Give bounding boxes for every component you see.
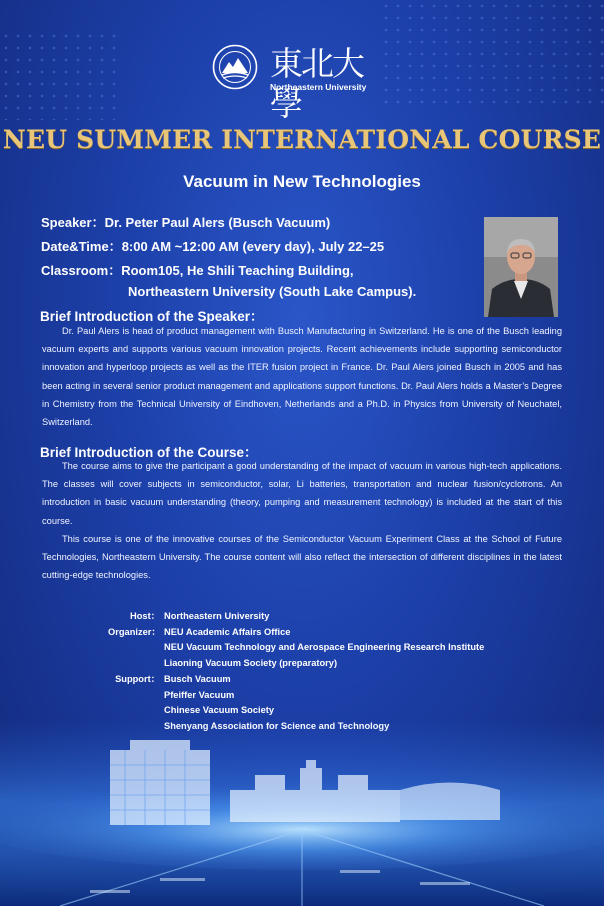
course-intro-text-1: The course aims to give the participant a good understanding of the impact of vacuum in various high-tech applications. The classes will cover subjects in semiconductor, solar, Li batteries, transportation and nuclear fusion/cyclotrons. An introduction in basic vacuum understanding (theory, pumping and measurement technology) is included at the start of this course. bbox=[42, 461, 562, 526]
datetime-value: 8:00 AM ~12:00 AM (every day), July 22–25 bbox=[121, 239, 385, 254]
speaker-intro-paragraph bbox=[42, 322, 562, 431]
course-intro-heading: Brief Introduction of the Course： bbox=[40, 445, 258, 460]
organizer-labels bbox=[108, 609, 160, 688]
support-value-2: Pfeiffer Vacuum bbox=[164, 689, 235, 700]
course-title: NEU SUMMER INTERNATIONAL COURSE bbox=[2, 125, 602, 154]
support-value-1: Busch Vacuum bbox=[164, 673, 231, 684]
classroom-line bbox=[41, 260, 354, 279]
dot-pattern-left bbox=[0, 30, 120, 120]
organizer-value-3: Liaoning Vacuum Society (preparatory) bbox=[164, 658, 338, 669]
classroom-value-1: Room105, He Shili Teaching Building, bbox=[121, 263, 354, 278]
university-emblem-icon bbox=[212, 44, 258, 90]
support-label: Support： bbox=[115, 673, 160, 684]
course-intro-text-2: This course is one of the innovative courses of the Semiconductor Vacuum Experiment Class at the School of Future Technologies, Northeastern University. The course content will also reflect the intersection of different disciplines in the latest cutting-edge technologies. bbox=[42, 533, 562, 581]
course-subtitle: Vacuum in New Technologies bbox=[183, 172, 421, 191]
speaker-line bbox=[41, 212, 330, 231]
speaker-value: Dr. Peter Paul Alers (Busch Vacuum) bbox=[104, 215, 331, 230]
speaker-intro-heading: Brief Introduction of the Speaker： bbox=[40, 309, 264, 324]
university-english-name: Northeastern University bbox=[270, 82, 367, 92]
dot-pattern-top-right bbox=[380, 0, 604, 110]
campus-skyline-illustration bbox=[0, 720, 604, 906]
speaker-portrait-icon bbox=[484, 217, 558, 317]
host-label: Host： bbox=[130, 611, 160, 621]
speaker-label: Speaker： bbox=[41, 215, 105, 230]
organizer-value-1: NEU Academic Affairs Office bbox=[164, 626, 291, 637]
organizer-value-2: NEU Vacuum Technology and Aerospace Engineering Research Institute bbox=[164, 642, 485, 653]
datetime-line bbox=[41, 236, 384, 255]
university-chinese-name: 東北大學 bbox=[270, 44, 363, 123]
classroom-value-2: Northeastern University (South Lake Campus). bbox=[128, 284, 417, 299]
organizer-values bbox=[164, 609, 484, 735]
classroom-label: Classroom： bbox=[41, 263, 122, 278]
speaker-photo bbox=[484, 217, 558, 317]
speaker-intro-text: Dr. Paul Alers is head of product management with Busch Manufacturing in Switzerland. He is one of the Busch leading vacuum experts and supports various vacuum innovation projects. Recent achievements include supporting semiconductor innovation and hyperloop projects as well as the ITER fusion project in France. Dr. Paul Alers joined Busch in 2005 and has been acting in several senior product management and applications support functions. Dr. Paul Alers holds a Master’s Degree in Chemistry from the Technical University of Eindhoven, Netherlands and a Ph.D. in Physics from University of Neuchatel, Switzerland. bbox=[42, 326, 562, 428]
datetime-label: Date&Time： bbox=[41, 239, 122, 254]
course-intro-paragraph bbox=[42, 457, 562, 584]
organizer-label: Organizer： bbox=[108, 626, 161, 637]
university-logo bbox=[212, 44, 382, 123]
host-value: Northeastern University bbox=[164, 611, 270, 621]
support-value-3: Chinese Vacuum Society bbox=[164, 705, 275, 716]
